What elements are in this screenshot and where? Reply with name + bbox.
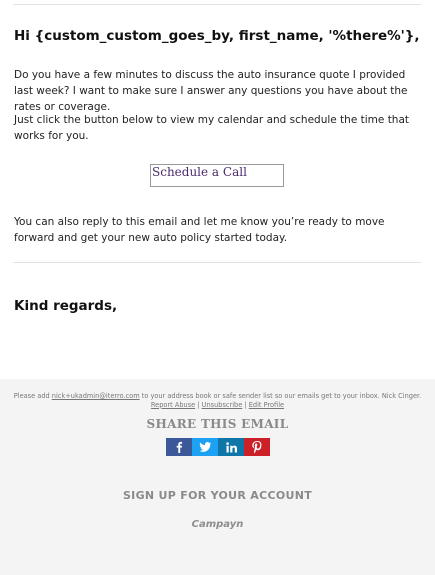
share-email-heading: SHARE THIS EMAIL [146,417,289,431]
paragraph-instructions: Just click the button below to view my calendar and schedule the time that works for you. [14,114,410,142]
link-separator: | [242,400,249,409]
pinterest-icon [252,441,262,453]
paragraph-reply: You can also reply to this email and let me know you’re ready to move forward and get your new auto policy started today. [14,216,385,244]
link-separator: | [195,400,202,409]
signoff-text: Kind regards, [14,298,118,314]
twitter-icon [199,442,211,452]
report-abuse-link[interactable]: Report Abuse [150,400,196,409]
facebook-icon [174,441,184,453]
edit-profile-link[interactable]: Edit Profile [248,400,285,409]
top-divider [13,4,421,5]
schedule-call-button[interactable]: Schedule a Call [150,164,284,187]
linkedin-icon [226,442,237,453]
twitter-share-button[interactable] [192,438,218,456]
linkedin-share-button[interactable] [218,438,244,456]
unsubscribe-link[interactable]: Unsubscribe [201,400,243,409]
pinterest-share-button[interactable] [244,438,270,456]
greeting-heading: Hi {custom_custom_goes_by, first_name, '%there%'}, [14,28,420,44]
footer-notice [0,392,435,409]
facebook-share-button[interactable] [166,438,192,456]
signup-heading[interactable]: SIGN UP FOR YOUR ACCOUNT [122,489,313,502]
paragraph-intro: Do you have a few minutes to discuss the auto insurance quote I provided last week? I want to make sure I answer any questions you have about the rates or coverage. [14,69,408,113]
campayn-logo[interactable]: Campayn [191,519,244,530]
notice-suffix: to your address book or safe sender list so our emails get to your inbox. Nick Cinger. [139,392,422,400]
sender-email-link[interactable]: nick+ukadmin@iterro.com [51,392,140,400]
middle-divider [13,262,421,263]
notice-prefix: Please add [13,392,52,400]
